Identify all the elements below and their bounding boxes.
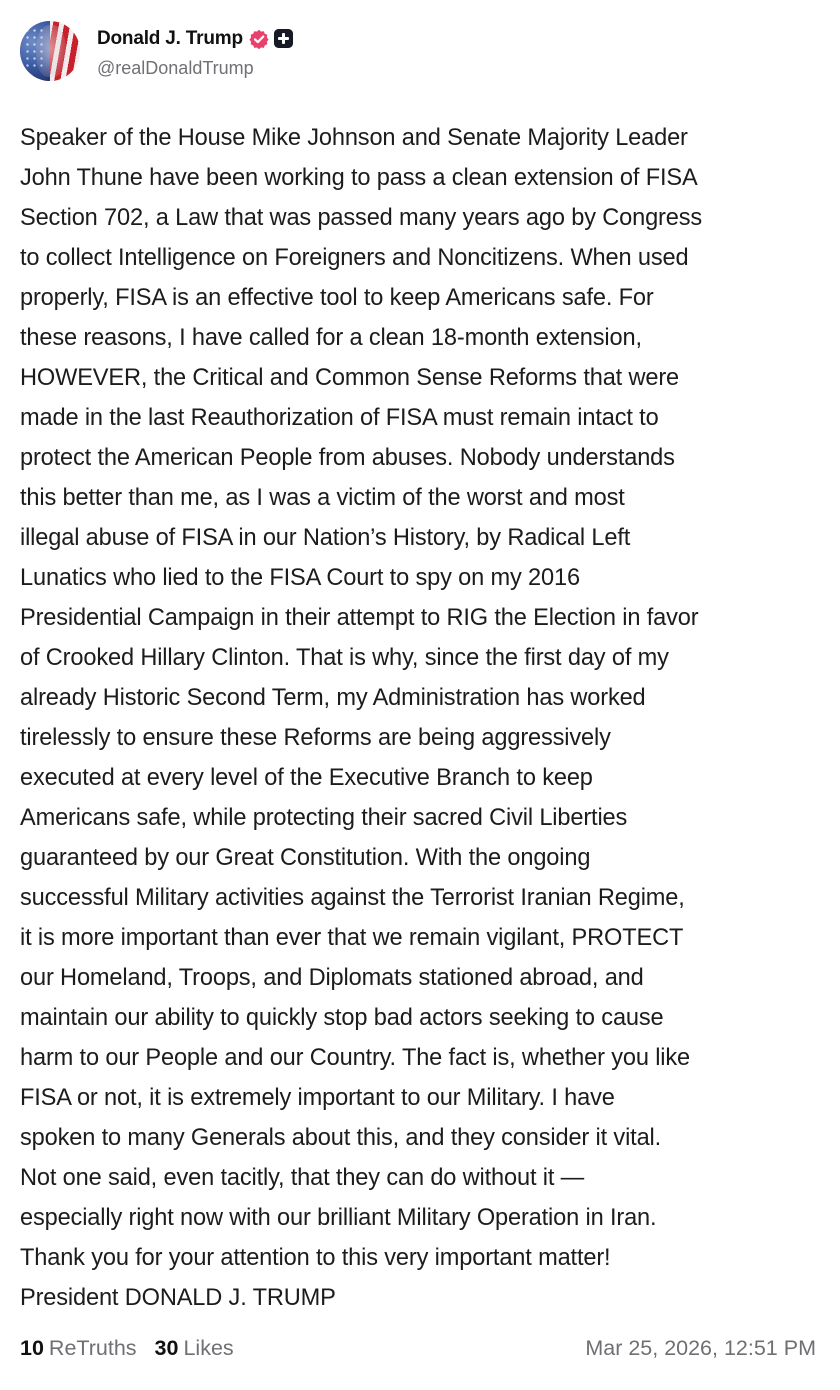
author-name-row	[97, 24, 293, 54]
post-text-line: to collect Intelligence on Foreigners and Noncitizens. When used	[20, 245, 689, 271]
author-display-name[interactable]: Donald J. Trump	[97, 27, 243, 49]
post-text-line: of Crooked Hillary Clinton. That is why, since the first day of my	[20, 645, 669, 671]
post-text-line: Speaker of the House Mike Johnson and Senate Majority Leader	[20, 125, 688, 151]
post-text-line: Lunatics who lied to the FISA Court to spy on my 2016	[20, 565, 580, 591]
post-text-line: made in the last Reauthorization of FISA must remain intact to	[20, 405, 659, 431]
post-text-line: it is more important than ever that we remain vigilant, PROTECT	[20, 925, 684, 951]
post-timestamp[interactable]: Mar 25, 2026, 12:51 PM	[585, 1335, 816, 1360]
post-text-line: Not one said, even tacitly, that they can do without it —	[20, 1165, 585, 1191]
post-text-line: Americans safe, while protecting their sacred Civil Liberties	[20, 805, 628, 831]
post-text-line: Section 702, a Law that was passed many years ago by Congress	[20, 205, 703, 231]
likes-label: Likes	[183, 1335, 234, 1360]
post-text-line: our Homeland, Troops, and Diplomats stationed abroad, and	[20, 965, 644, 991]
post-text-line: already Historic Second Term, my Administration has worked	[20, 685, 646, 711]
post-text-line: President DONALD J. TRUMP	[20, 1285, 336, 1311]
post-text-line: successful Military activities against the Terrorist Iranian Regime,	[20, 885, 685, 911]
retruths-label: ReTruths	[48, 1335, 137, 1360]
post-text-line: illegal abuse of FISA in our Nation’s History, by Radical Left	[20, 525, 631, 551]
post-text-line: properly, FISA is an effective tool to keep Americans safe. For	[20, 285, 654, 311]
post-text-line: Presidential Campaign in their attempt to RIG the Election in favor	[20, 605, 699, 631]
post-text-line: executed at every level of the Executive Branch to keep	[20, 765, 593, 791]
plus-badge-icon	[274, 29, 293, 48]
verified-badge-icon	[249, 29, 269, 49]
post-text-line: guaranteed by our Great Constitution. With the ongoing	[20, 845, 591, 871]
post-text-line: this better than me, as I was a victim of the worst and most	[20, 485, 625, 511]
likes-stat[interactable]	[155, 1336, 234, 1361]
post-text-line: Thank you for your attention to this very important matter!	[20, 1245, 611, 1271]
post-text-line: John Thune have been working to pass a clean extension of FISA	[20, 165, 698, 191]
post-text-line: harm to our People and our Country. The fact is, whether you like	[20, 1045, 691, 1071]
avatar[interactable]	[20, 21, 80, 81]
retruths-count: 10	[20, 1335, 44, 1360]
post-body	[20, 118, 832, 1318]
retruths-stat[interactable]	[20, 1336, 137, 1361]
post-stats	[20, 1336, 252, 1361]
post-text-line: protect the American People from abuses. Nobody understands	[20, 445, 675, 471]
post-text-line: HOWEVER, the Critical and Common Sense Reforms that were	[20, 365, 680, 391]
post-text-line: these reasons, I have called for a clean 18-month extension,	[20, 325, 642, 351]
likes-count: 30	[154, 1335, 179, 1360]
post-text-line: spoken to many Generals about this, and they consider it vital.	[20, 1125, 662, 1151]
author-handle[interactable]: @realDonaldTrump	[97, 57, 254, 78]
post-header	[20, 20, 293, 82]
post-text-line: maintain our ability to quickly stop bad actors seeking to cause	[20, 1005, 664, 1031]
post-text-line: FISA or not, it is extremely important to our Military. I have	[20, 1085, 615, 1111]
post-footer	[20, 1332, 816, 1364]
avatar-portrait	[36, 25, 66, 77]
author-identity	[97, 24, 293, 79]
post-text-line: tirelessly to ensure these Reforms are being aggressively	[20, 725, 611, 751]
post-text-line: especially right now with our brilliant Military Operation in Iran.	[20, 1205, 657, 1231]
